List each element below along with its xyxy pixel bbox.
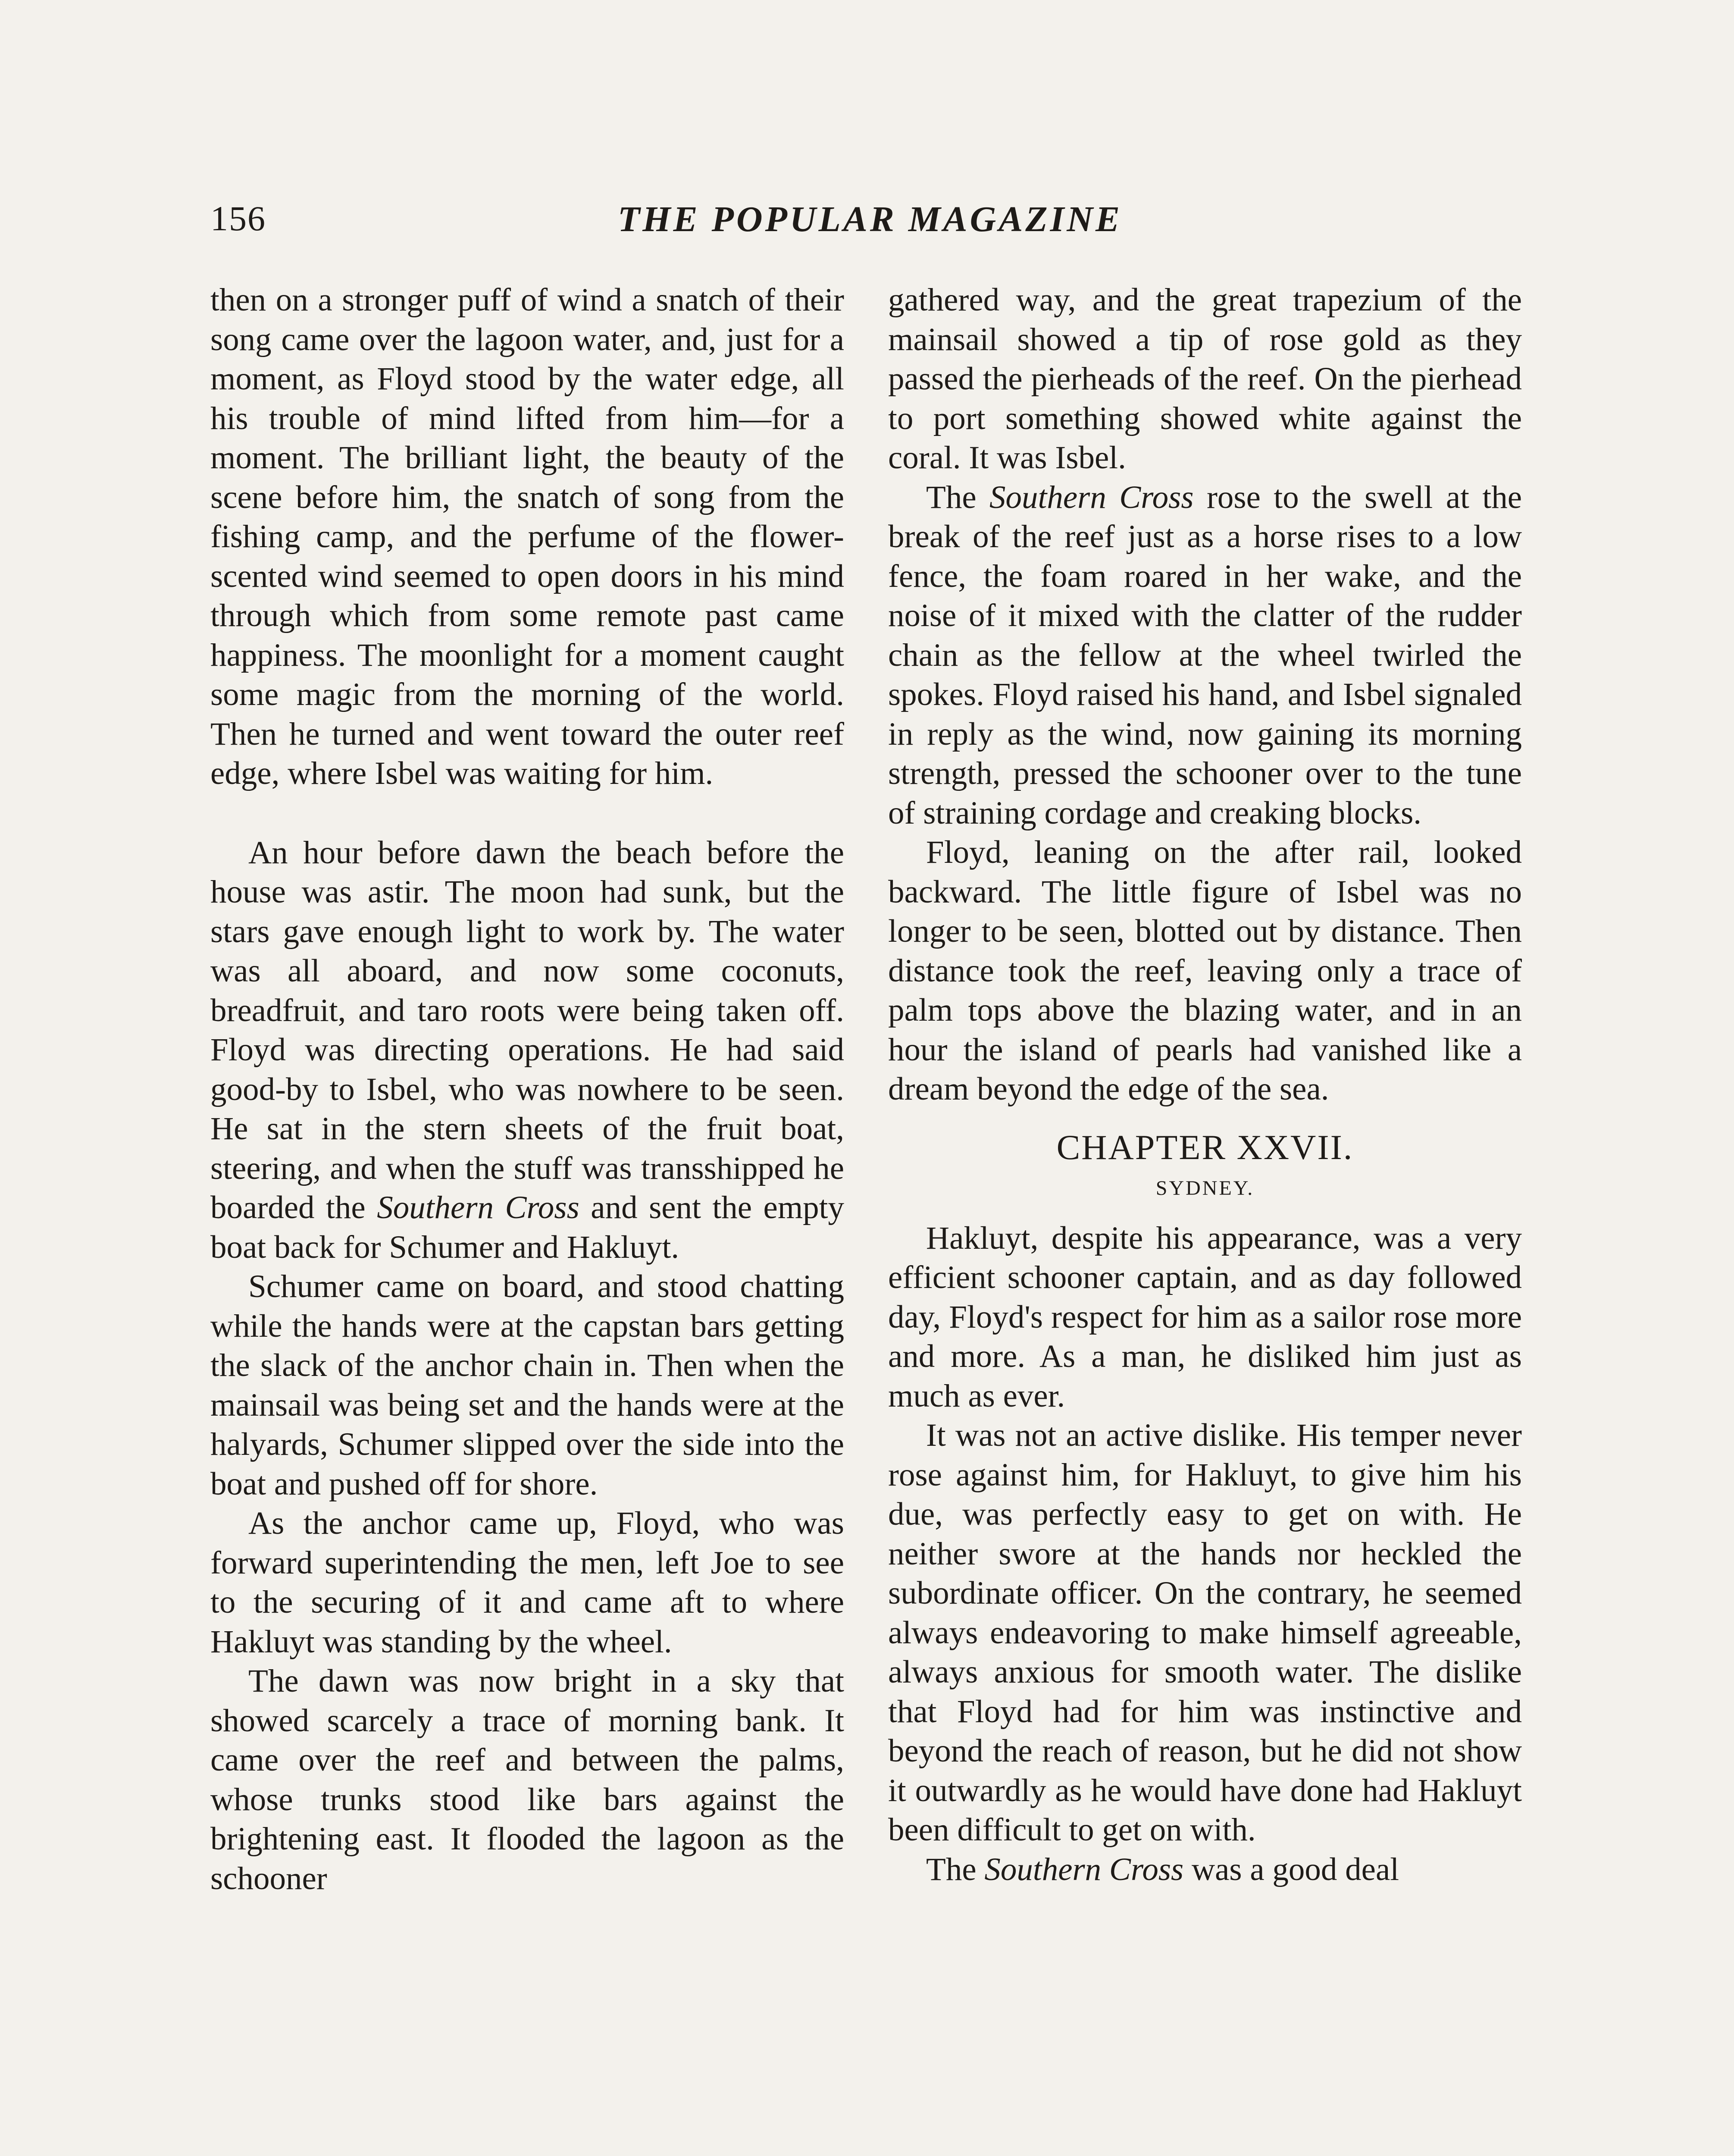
chapter-heading: CHAPTER XXVII. — [1056, 1127, 1354, 1167]
paragraph: Schumer came on board, and stood chatting while the hands were at the capstan bars getting the slack of the anchor chain in. Then when the mainsail was being set and the hands were at the halyards, Schumer slipped over the side into the boat and pushed off for shore. — [210, 1269, 844, 1502]
paragraph: gathered way, and the great trapezium of the mainsail showed a tip of rose gold as they passed the pierheads of the reef. On the pierhead to port something showed white against the coral. It was Isbel. — [888, 282, 1522, 476]
paragraph: As the anchor came up, Floyd, who was forward superintending the men, left Joe to see to the securing of it and came aft to where Hakluyt was standing by the wheel. — [210, 1505, 844, 1660]
page-number: 156 — [210, 199, 266, 238]
paragraph: Floyd, leaning on the after rail, looked backward. The little figure of Isbel was no longer to be seen, blotted out by distance. Then distance took the reef, leaving only a trace of palm tops above the blazing water, and in an hour the island of pearls had vanished like a dream beyond the edge of the sea. — [888, 834, 1522, 1107]
paragraph: The dawn was now bright in a sky that showed scarcely a trace of morning bank. It came over the reef and between the palms, whose trunks stood like bars against the brightening east. It flooded the lagoon as the schooner — [210, 1663, 844, 1896]
ship-name: Southern Cross — [377, 1190, 579, 1225]
paragraph: The Southern Cross rose to the swell at the break of the reef just as a horse rises to a low fence, the foam roared in her wake, and the noise of it mixed with the clatter of the rudder chain as the fellow at the wheel twirled the spokes. Floyd raised his hand, and Isbel signaled in reply as the wind, now gaining its morning strength, pressed the schooner over to the tune of straining cordage and creaking blocks. — [888, 479, 1522, 831]
paragraph: It was not an active dislike. His temper never rose against him, for Hakluyt, to give him his due, was perfectly easy to get on with. He neither swore at the hands nor heckled the subordinate officer. On the contrary, he seemed always endeavoring to make himself agreeable, always anxious for smooth water. The dislike that Floyd had for him was instinctive and beyond the reach of reason, but he did not show it outwardly as he would have done had Hakluyt been difficult to get on with. — [888, 1417, 1522, 1848]
paragraph: An hour before dawn the beach before the house was astir. The moon had sunk, but the stars gave enough light to work by. The water was all aboard, and now some coconuts, breadfruit, and taro roots were being taken off. Floyd was directing operations. He had said good-by to Isbel, who was nowhere to be seen. He sat in the stern sheets of the fruit boat, steering, and when the stuff was transshipped he boarded the Southern Cross and sent the empty boat back for Schumer and Hakluyt. — [210, 834, 844, 1265]
left-column — [210, 280, 844, 1898]
paragraph: then on a stronger puff of wind a snatch of their song came over the lagoon water, and, just for a moment, as Floyd stood by the water edge, all his trouble of mind lifted from him—for a moment. The brilliant light, the beauty of the scene before him, the snatch of song from the fishing camp, and the perfume of the flower-scented wind seemed to open doors in his mind through which from some remote past came happiness. The moonlight for a moment caught some magic from the morning of the world. Then he turned and went toward the outer reef edge, where Isbel was waiting for him. — [210, 282, 844, 791]
page-header — [210, 198, 1530, 254]
running-title: THE POPULAR MAGAZINE — [617, 199, 1123, 239]
paragraph: Hakluyt, despite his appearance, was a very efficient schooner captain, and as day followed day, Floyd's respect for him as a sailor rose more and more. As a man, he disliked him just as much as ever. — [888, 1220, 1522, 1414]
ship-name: Southern Cross — [984, 1851, 1184, 1887]
right-column — [888, 280, 1522, 1889]
ship-name: Southern Cross — [989, 479, 1194, 515]
paragraph: The Southern Cross was a good deal — [926, 1851, 1399, 1887]
chapter-subtitle: SYDNEY. — [1155, 1176, 1255, 1200]
